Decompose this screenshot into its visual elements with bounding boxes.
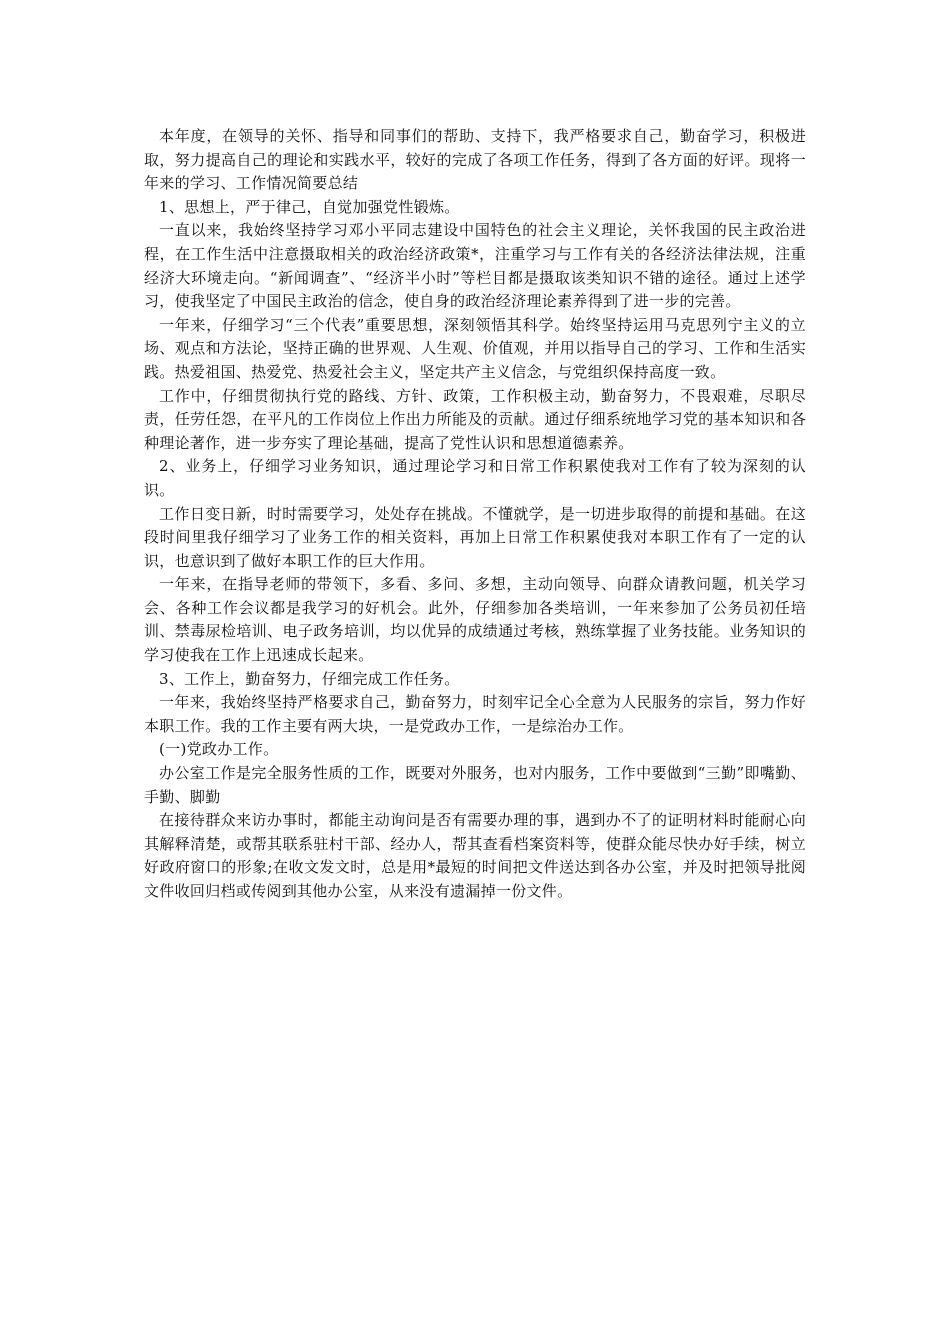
document-body xyxy=(144,125,806,904)
paragraph-business-2: 一年来，在指导老师的带领下，多看、多问、多想，主动向领导、向群众请教问题，机关学习会、各种工作会议都是我学习的好机会。此外，仔细参加各类培训，一年来参加了公务员初任培训、禁毒尿检培训、电子政务培训，均以优异的成绩通过考核，熟练掌握了业务技能。业务知识的学习使我在工作上迅速成长起来。 xyxy=(144,575,806,665)
heading-work: 3、工作上，勤奋努力，仔细完成工作任务。 xyxy=(159,669,460,688)
paragraph-ideology-1: 一直以来，我始终坚持学习邓小平同志建设中国特色的社会主义理论，关怀我国的民主政治进程，在工作生活中注意摄取相关的政治经济政策*，注重学习与工作有关的各经济法律法规，注重经济大环境走向。“新闻调查”、“经济半小时”等栏目都是摄取该类知识不错的途径。通过上述学习，使我坚定了中国民主政治的信念，使自身的政治经济理论素养得到了进一步的完善。 xyxy=(144,221,806,311)
heading-business: 2、业务上，仔细学习业务知识，通过理论学习和日常工作积累使我对工作有了较为深刻的认识。 xyxy=(144,457,806,499)
paragraph-office-1: 办公室工作是完全服务性质的工作，既要对外服务，也对内服务，工作中要做到“三勤”即嘴勤、手勤、脚勤 xyxy=(144,764,806,806)
subheading-party-office: (一)党政办工作。 xyxy=(159,740,279,759)
paragraph-intro: 本年度，在领导的关怀、指导和同事们的帮助、支持下，我严格要求自己，勤奋学习，积极进取，努力提高自己的理论和实践水平，较好的完成了各项工作任务，得到了各方面的好评。现将一年来的学习、工作情况简要总结 xyxy=(144,127,806,193)
paragraph-office-2: 在接待群众来访办事时，都能主动询问是否有需要办理的事，遇到办不了的证明材料时能耐心向其解释清楚，或帮其联系驻村干部、经办人，帮其查看档案资料等，使群众能尽快办好手续，树立好政府窗口的形象;在收文发文时，总是用*最短的时间把文件送达到各办公室，并及时把领导批阅文件收回归档或传阅到其他办公室，从来没有遗漏掉一份文件。 xyxy=(144,811,806,900)
paragraph-business-1: 工作日变日新，时时需要学习，处处存在挑战。不懂就学，是一切进步取得的前提和基础。在这段时间里我仔细学习了业务工作的相关资料，再加上日常工作积累使我对本职工作有了一定的认识，也意识到了做好本职工作的巨大作用。 xyxy=(144,504,806,570)
paragraph-work-1: 一年来，我始终坚持严格要求自己，勤奋努力，时刻牢记全心全意为人民服务的宗旨，努力作好本职工作。我的工作主要有两大块，一是党政办工作，一是综治办工作。 xyxy=(144,693,806,735)
paragraph-ideology-2: 一年来，仔细学习“三个代表”重要思想，深刻领悟其科学。始终坚持运用马克思列宁主义的立场、观点和方法论，坚持正确的世界观、人生观、价值观，并用以指导自己的学习、工作和生活实践。热爱祖国、热爱党、热爱社会主义，坚定共产主义信念，与党组织保持高度一致。 xyxy=(144,315,806,381)
paragraph-ideology-3: 工作中，仔细贯彻执行党的路线、方针、政策，工作积极主动，勤奋努力，不畏艰难，尽职尽责，任劳任怨，在平凡的工作岗位上作出力所能及的贡献。通过仔细系统地学习党的基本知识和各种理论著作，进一步夯实了理论基础，提高了党性认识和思想道德素养。 xyxy=(144,386,806,452)
heading-ideology: 1、思想上，严于律己，自觉加强党性锻炼。 xyxy=(159,197,460,216)
